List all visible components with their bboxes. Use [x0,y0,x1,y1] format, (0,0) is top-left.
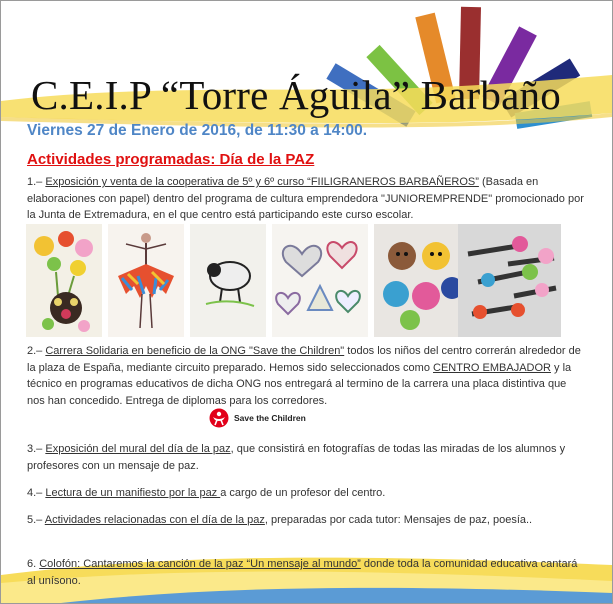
item-description: todos los niños del centro correrán alrededor de la plaza de España, mediante circuito preparado. Hemos sido seleccionados como [27,345,581,374]
photo-quilled-hearts [272,224,368,337]
item-number: 4.– [27,487,46,499]
item-title: Colofón: Cantaremos la canción de la paz “Un mensaje al mundo” [39,558,361,570]
item-number: 6. [27,558,40,570]
photo-strip [26,224,561,337]
item-title: Actividades relacionadas con el día de la paz [44,514,265,526]
save-the-children-icon [209,408,229,428]
item-title: Exposición y venta de la cooperativa de 5º y 6º curso “FIILIGRANEROS BARBAÑEROS” [45,176,479,188]
photo-paper-bears [374,224,468,337]
item-description: (Basada en elaboraciones con papel) dentro del programa de cultura emprendedora "JUNIOREMPRENDE" promocionado por la Junta de Extremadura, en el que centro está participando este curso escolar. [27,176,584,221]
photo-hair-clips [458,224,561,337]
item-number: 1.– [27,176,46,188]
item-description: , preparadas por cada tutor: Mensajes de paz, poesía.. [264,514,533,526]
item-description: , que consistirá en fotografías de todas las miradas de los alumnos y profesores con un mensaje de paz. [27,443,566,472]
item-description: donde toda la comunidad educativa cantará al unísono. [27,558,578,587]
item-5 [27,512,587,529]
item-description: a cargo de un profesor del centro. [220,487,386,499]
item-2 [27,343,587,409]
section-heading: Actividades programadas: Día de la PAZ [27,151,315,168]
photo-ballerina [108,224,184,337]
save-the-children-logo [209,407,306,429]
item-title: Lectura de un manifiesto por la paz [45,487,221,499]
event-date: Viernes 27 de Enero de 2016, de 11:30 a 14:00. [27,122,368,139]
item-number: 3.– [27,443,46,455]
item-3 [27,441,587,474]
item-title: Exposición del mural del día de la paz [45,443,231,455]
item-description-continued: y la técnico en programas educativos de dicha ONG nos entregará al termino de la carrera una placa distintiva que nos han concedido. Entrega de diplomas para los corredores. [27,361,572,407]
photo-sheep [190,224,266,337]
item-number: 2.– [27,345,46,357]
item-6 [27,556,587,589]
save-the-children-label: Save the Children [234,413,306,423]
item-4 [27,485,587,502]
item-number: 5.– [27,514,45,526]
centro-embajador-label: CENTRO EMBAJADOR [433,361,551,374]
photo-quilled-flowers [26,224,102,337]
item-title: Carrera Solidaria en beneficio de la ONG "Save the Children" [45,345,345,357]
item-1 [27,174,587,224]
page-title: C.E.I.P “Torre Águila” Barbaño [31,72,561,118]
